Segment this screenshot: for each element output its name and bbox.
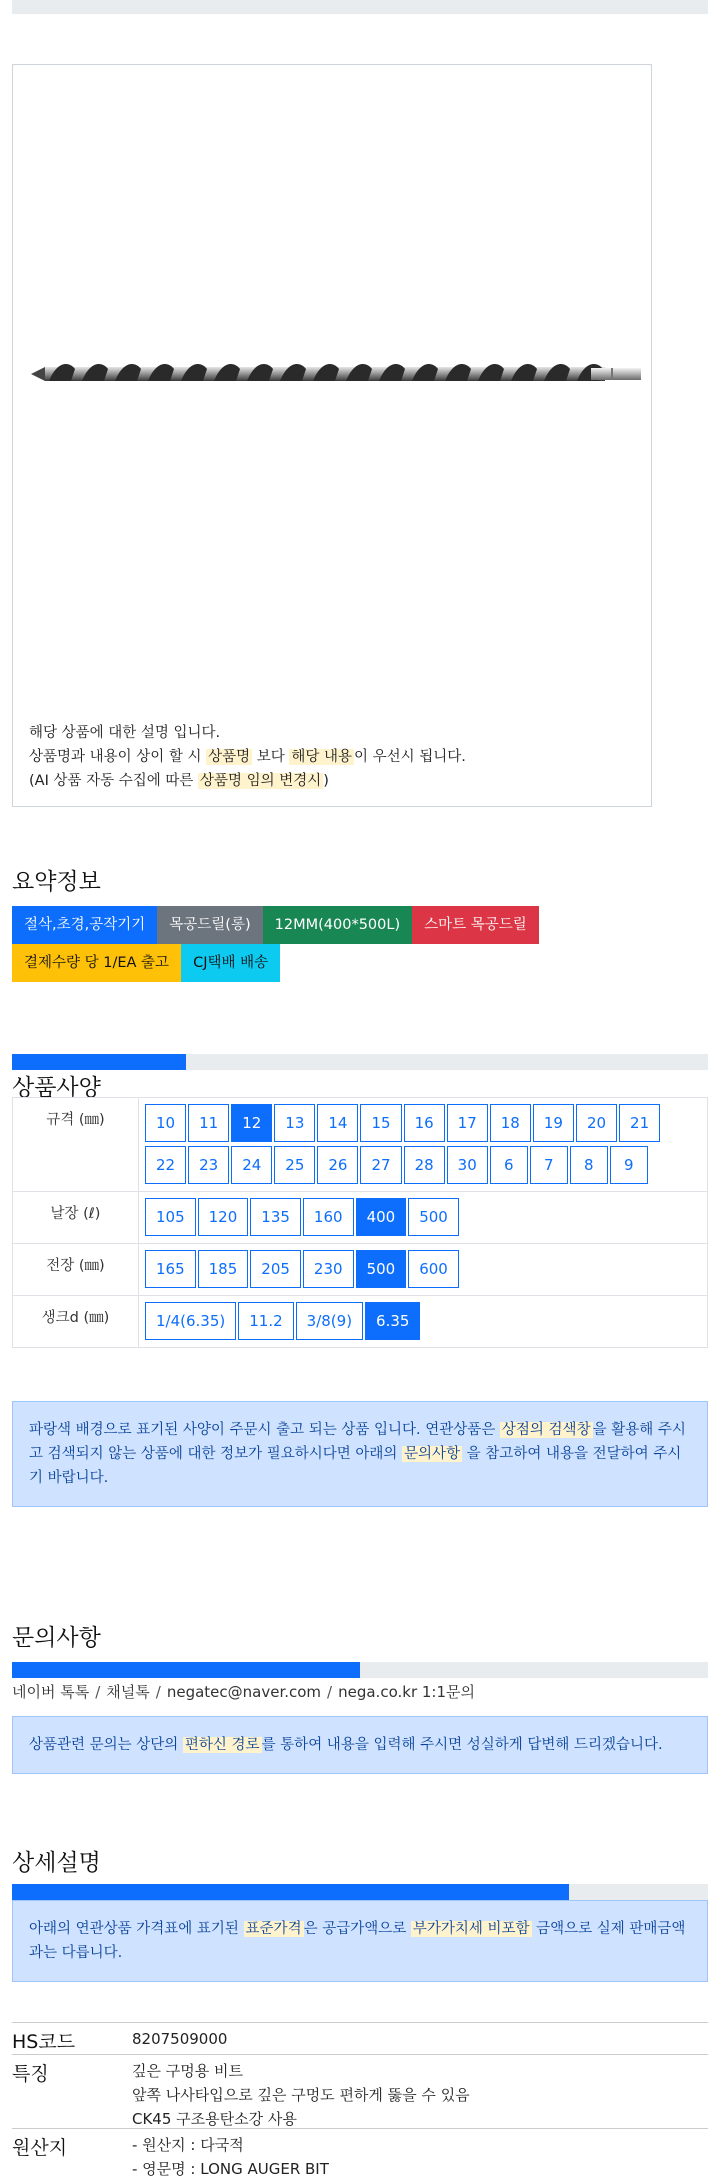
detail-label: HS코드 — [12, 2031, 76, 2053]
spec-label: 전장 (㎜) — [13, 1244, 139, 1296]
spec-option-button[interactable]: 21 — [619, 1104, 660, 1142]
spec-option-button[interactable]: 205 — [250, 1250, 301, 1288]
spec-option-button[interactable]: 22 — [145, 1146, 186, 1184]
specs-title: 상품사양 — [12, 1075, 101, 1101]
product-image-panel — [12, 64, 652, 807]
highlight-route: 편하신 경로 — [184, 1737, 260, 1753]
details-title: 상세설명 — [12, 1850, 101, 1876]
spec-option-button[interactable]: 15 — [360, 1104, 401, 1142]
summary-title: 요약정보 — [12, 869, 101, 895]
spec-option-button[interactable]: 13 — [274, 1104, 315, 1142]
highlight-inquiry: 문의사항 — [404, 1446, 461, 1462]
highlight-store-search: 상점의 검색창 — [501, 1422, 591, 1438]
detail-row-origin — [12, 2128, 708, 2176]
spec-option-button[interactable]: 11 — [188, 1104, 229, 1142]
highlight-standard-price: 표준가격 — [245, 1921, 302, 1937]
detail-value: 깊은 구멍용 비트 앞쪽 나사타입으로 깊은 구멍도 편하게 뚫을 수 있음 CK45 구조용탄소강 사용 — [132, 2062, 470, 2128]
highlight-content: 해당 내용 — [291, 749, 353, 765]
highlight-name-change: 상품명 임의 변경시 — [199, 773, 322, 789]
top-progress-bar — [12, 0, 708, 14]
spec-option-button[interactable]: 500 — [356, 1250, 407, 1288]
contact-channels — [12, 1681, 475, 1702]
summary-tag: 스마트 목공드릴 — [412, 906, 539, 944]
spec-row — [13, 1192, 708, 1244]
spec-option-button[interactable]: 1/4(6.35) — [145, 1302, 236, 1340]
spec-option-button[interactable]: 9 — [610, 1146, 648, 1184]
separator: / — [327, 1683, 333, 1701]
spec-option-button[interactable]: 17 — [447, 1104, 488, 1142]
spec-option-button[interactable]: 18 — [490, 1104, 531, 1142]
detail-row-features — [12, 2054, 708, 2130]
summary-tag: 목공드릴(롱) — [157, 906, 262, 944]
spec-option-button[interactable]: 3/8(9) — [296, 1302, 363, 1340]
spec-option-button[interactable]: 400 — [356, 1198, 407, 1236]
product-notice-text — [29, 721, 466, 793]
spec-option-button[interactable]: 120 — [198, 1198, 249, 1236]
spec-option-button[interactable]: 500 — [408, 1198, 459, 1236]
highlight-product-name: 상품명 — [208, 749, 251, 765]
inquiry-title: 문의사항 — [12, 1625, 101, 1651]
spec-row — [13, 1244, 708, 1296]
detail-value: - 원산지 : 다국적 - 영문명 : LONG AUGER BIT — [132, 2136, 329, 2176]
spec-option-button[interactable]: 24 — [231, 1146, 272, 1184]
spec-option-button[interactable]: 105 — [145, 1198, 196, 1236]
spec-option-button[interactable]: 6 — [490, 1146, 528, 1184]
inquiry-progress-bar — [12, 1662, 708, 1678]
spec-option-button[interactable]: 8 — [570, 1146, 608, 1184]
summary-tag: 결제수량 당 1/EA 출고 — [12, 944, 181, 982]
notice-line-3: (AI 상품 자동 수집에 따른 상품명 임의 변경시 ) — [29, 773, 329, 789]
spec-label: 생크d (㎜) — [13, 1296, 139, 1348]
auger-drill-bit-image — [31, 355, 641, 393]
detail-row-hscode — [12, 2022, 708, 2054]
summary-progress-bar — [12, 1054, 708, 1070]
spec-option-button[interactable]: 30 — [447, 1146, 488, 1184]
spec-label: 날장 (ℓ) — [13, 1192, 139, 1244]
spec-option-button[interactable]: 19 — [533, 1104, 574, 1142]
summary-tag: 절삭,초경,공작기기 — [12, 906, 157, 944]
inquiry-notice: 상품관련 문의는 상단의 편하신 경로 를 통하여 내용을 입력해 주시면 성실하게 답변해 드리겠습니다. — [12, 1716, 708, 1774]
spec-row — [13, 1098, 708, 1192]
spec-option-button[interactable]: 10 — [145, 1104, 186, 1142]
spec-option-button[interactable]: 16 — [404, 1104, 445, 1142]
spec-option-button[interactable]: 14 — [317, 1104, 358, 1142]
detail-label: 원산지 — [12, 2137, 68, 2159]
spec-option-button[interactable]: 23 — [188, 1146, 229, 1184]
separator: / — [95, 1683, 101, 1701]
channel-site-inquiry[interactable]: nega.co.kr 1:1문의 — [338, 1683, 475, 1701]
spec-option-button[interactable]: 20 — [576, 1104, 617, 1142]
channel-channeltalk[interactable]: 채널톡 — [106, 1683, 150, 1701]
spec-option-button[interactable]: 11.2 — [238, 1302, 293, 1340]
details-progress-bar — [12, 1884, 708, 1900]
inquiry-progress-fill — [12, 1662, 360, 1678]
notice-line-1: 해당 상품에 대한 설명 입니다. — [29, 725, 221, 741]
notice-line-2: 상품명과 내용이 상이 할 시 상품명 보다 해당 내용 이 우선시 됩니다. — [29, 749, 466, 765]
specs-notice: 파랑색 배경으로 표기된 사양이 주문시 출고 되는 상품 입니다. 연관상품은 상점의 검색창 을 활용해 주시고 검색되지 않는 상품에 대한 정보가 필요하시다면 아래의 문의사항 을 참고하여 내용을 전달하여 주시기 바랍니다. — [12, 1401, 708, 1507]
spec-option-button[interactable]: 28 — [404, 1146, 445, 1184]
detail-label: 특징 — [12, 2063, 49, 2085]
summary-tag: CJ택배 배송 — [181, 944, 280, 982]
spec-option-button[interactable]: 6.35 — [365, 1302, 420, 1340]
spec-option-button[interactable]: 160 — [303, 1198, 354, 1236]
spec-option-button[interactable]: 26 — [317, 1146, 358, 1184]
spec-option-button[interactable]: 27 — [360, 1146, 401, 1184]
spec-option-button[interactable]: 165 — [145, 1250, 196, 1288]
spec-option-button[interactable]: 135 — [250, 1198, 301, 1236]
summary-progress-fill — [12, 1054, 186, 1070]
details-progress-fill — [12, 1884, 569, 1900]
detail-value: 8207509000 — [132, 2030, 228, 2048]
summary-tag: 12MM(400*500L) — [263, 906, 412, 944]
spec-option-button[interactable]: 12 — [231, 1104, 272, 1142]
details-notice: 아래의 연관상품 가격표에 표기된 표준가격 은 공급가액으로 부가가치세 비포함 금액으로 실제 판매금액과는 다릅니다. — [12, 1900, 708, 1982]
spec-row — [13, 1296, 708, 1348]
spec-option-button[interactable]: 185 — [198, 1250, 249, 1288]
specs-table — [12, 1097, 708, 1348]
spec-option-button[interactable]: 25 — [274, 1146, 315, 1184]
separator: / — [155, 1683, 161, 1701]
spec-option-button[interactable]: 230 — [303, 1250, 354, 1288]
highlight-vat-excluded: 부가가치세 비포함 — [412, 1921, 530, 1937]
channel-email[interactable]: negatec@naver.com — [166, 1683, 322, 1701]
channel-naver-talk[interactable]: 네이버 톡톡 — [12, 1683, 90, 1701]
spec-option-button[interactable]: 600 — [408, 1250, 459, 1288]
spec-label: 규격 (㎜) — [13, 1098, 139, 1192]
spec-option-button[interactable]: 7 — [530, 1146, 568, 1184]
summary-tags — [12, 906, 612, 982]
